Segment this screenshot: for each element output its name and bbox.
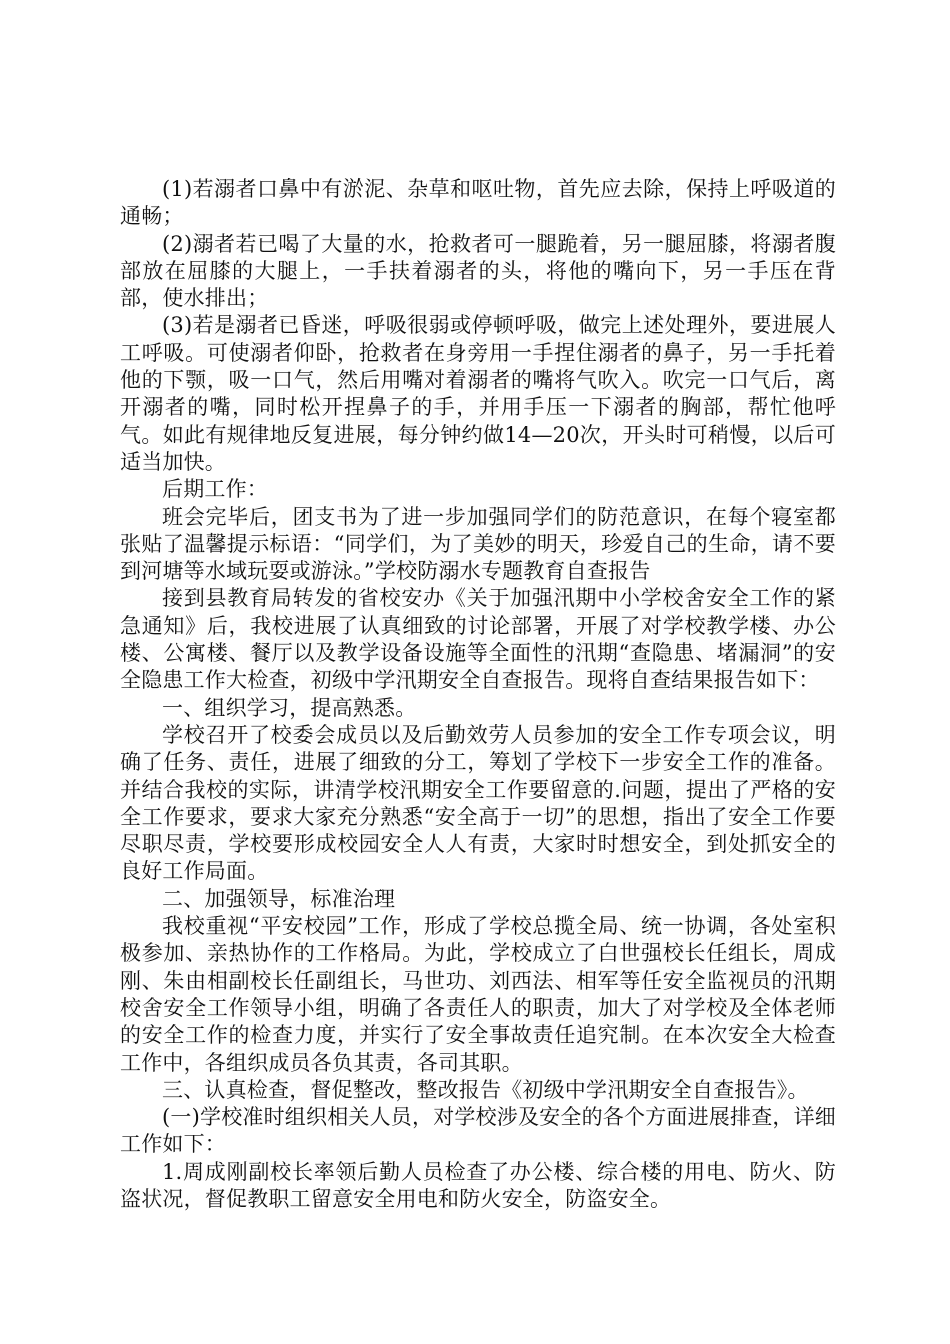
- section-heading-inspection: 三、认真检查，督促整改，整改报告《初级中学汛期安全自查报告》。: [162, 1077, 809, 1102]
- paragraph-safe-campus: 我校重视“平安校园”工作，形成了学校总揽全局、统一协调，各处室积极参加、亲热协作的工作格局。为此，学校成立了白世强校长任组长，周成刚、朱由相副校长任副组长，马世功、刘西法、相军等任安全监视员的汛期校舍安全工作领导小组，明确了各责任人的职责，加大了对学校及全体老师的安全工作的检查力度，并实行了安全事故责任追究制。在本次安全大检查工作中，各组织成员各负其责，各司其职。: [120, 914, 836, 1075]
- paragraph-follow-up-heading: 后期工作：: [162, 477, 268, 502]
- paragraph-inspection-intro: (一)学校准时组织相关人员，对学校涉及安全的各个方面进展排查，详细工作如下：: [120, 1105, 836, 1157]
- section-heading-organize-study: 一、组织学习，提高熟悉。: [162, 695, 417, 720]
- paragraph-class-meeting: 班会完毕后，团支书为了进一步加强同学们的防范意识，在每个寝室都张贴了温馨提示标语：“同学们，为了美妙的明天，珍爱自己的生命，请不要到河塘等水域玩耍或游泳。”学校防溺水专题教育自查报告: [120, 504, 836, 584]
- document-body: [120, 176, 836, 1213]
- paragraph-notice-received: 接到县教育局转发的省校安办《关于加强汛期中小学校舍安全工作的紧急通知》后，我校进展了认真细致的讨论部署，开展了对学校教学楼、办公楼、公寓楼、餐厅以及教学设备设施等全面性的汛期“查隐患、堵漏洞”的安全隐患工作大检查，初级中学汛期安全自查报告。现将自查结果报告如下：: [120, 586, 836, 693]
- section-heading-leadership: 二、加强领导，标准治理: [162, 886, 396, 911]
- paragraph-drowning-step-1: (1)若溺者口鼻中有淤泥、杂草和呕吐物，首先应去除，保持上呼吸道的通畅；: [120, 177, 836, 229]
- paragraph-drowning-step-2: (2)溺者若已喝了大量的水，抢救者可一腿跪着，另一腿屈膝，将溺者腹部放在屈膝的大腿上，一手扶着溺者的头，将他的嘴向下，另一手压在背部，使水排出；: [120, 231, 836, 311]
- paragraph-drowning-step-3: (3)若是溺者已昏迷，呼吸很弱或停顿呼吸，做完上述处理外，要进展人工呼吸。可使溺者仰卧，抢救者在身旁用一手捏住溺者的鼻子，另一手托着他的下颚，吸一口气，然后用嘴对着溺者的嘴将气吹入。吹完一口气后，离开溺者的嘴，同时松开捏鼻子的手，并用手压一下溺者的胸部，帮忙他呼气。如此有规律地反复进展，每分钟约做14—20次，开头时可稍慢，以后可适当加快。: [120, 313, 836, 474]
- paragraph-inspection-item-1: 1.周成刚副校长率领后勤人员检查了办公楼、综合楼的用电、防火、防盗状况，督促教职工留意安全用电和防火安全，防盗安全。: [120, 1159, 836, 1211]
- paragraph-safety-meeting: 学校召开了校委会成员以及后勤效劳人员参加的安全工作专项会议，明确了任务、责任，进展了细致的分工，筹划了学校下一步安全工作的准备。并结合我校的实际，讲清学校汛期安全工作要留意的.问题，提出了严格的安全工作要求，要求大家充分熟悉“安全高于一切”的思想，指出了安全工作要尽职尽责，学校要形成校园安全人人有责，大家时时想安全，到处抓安全的良好工作局面。: [120, 722, 836, 884]
